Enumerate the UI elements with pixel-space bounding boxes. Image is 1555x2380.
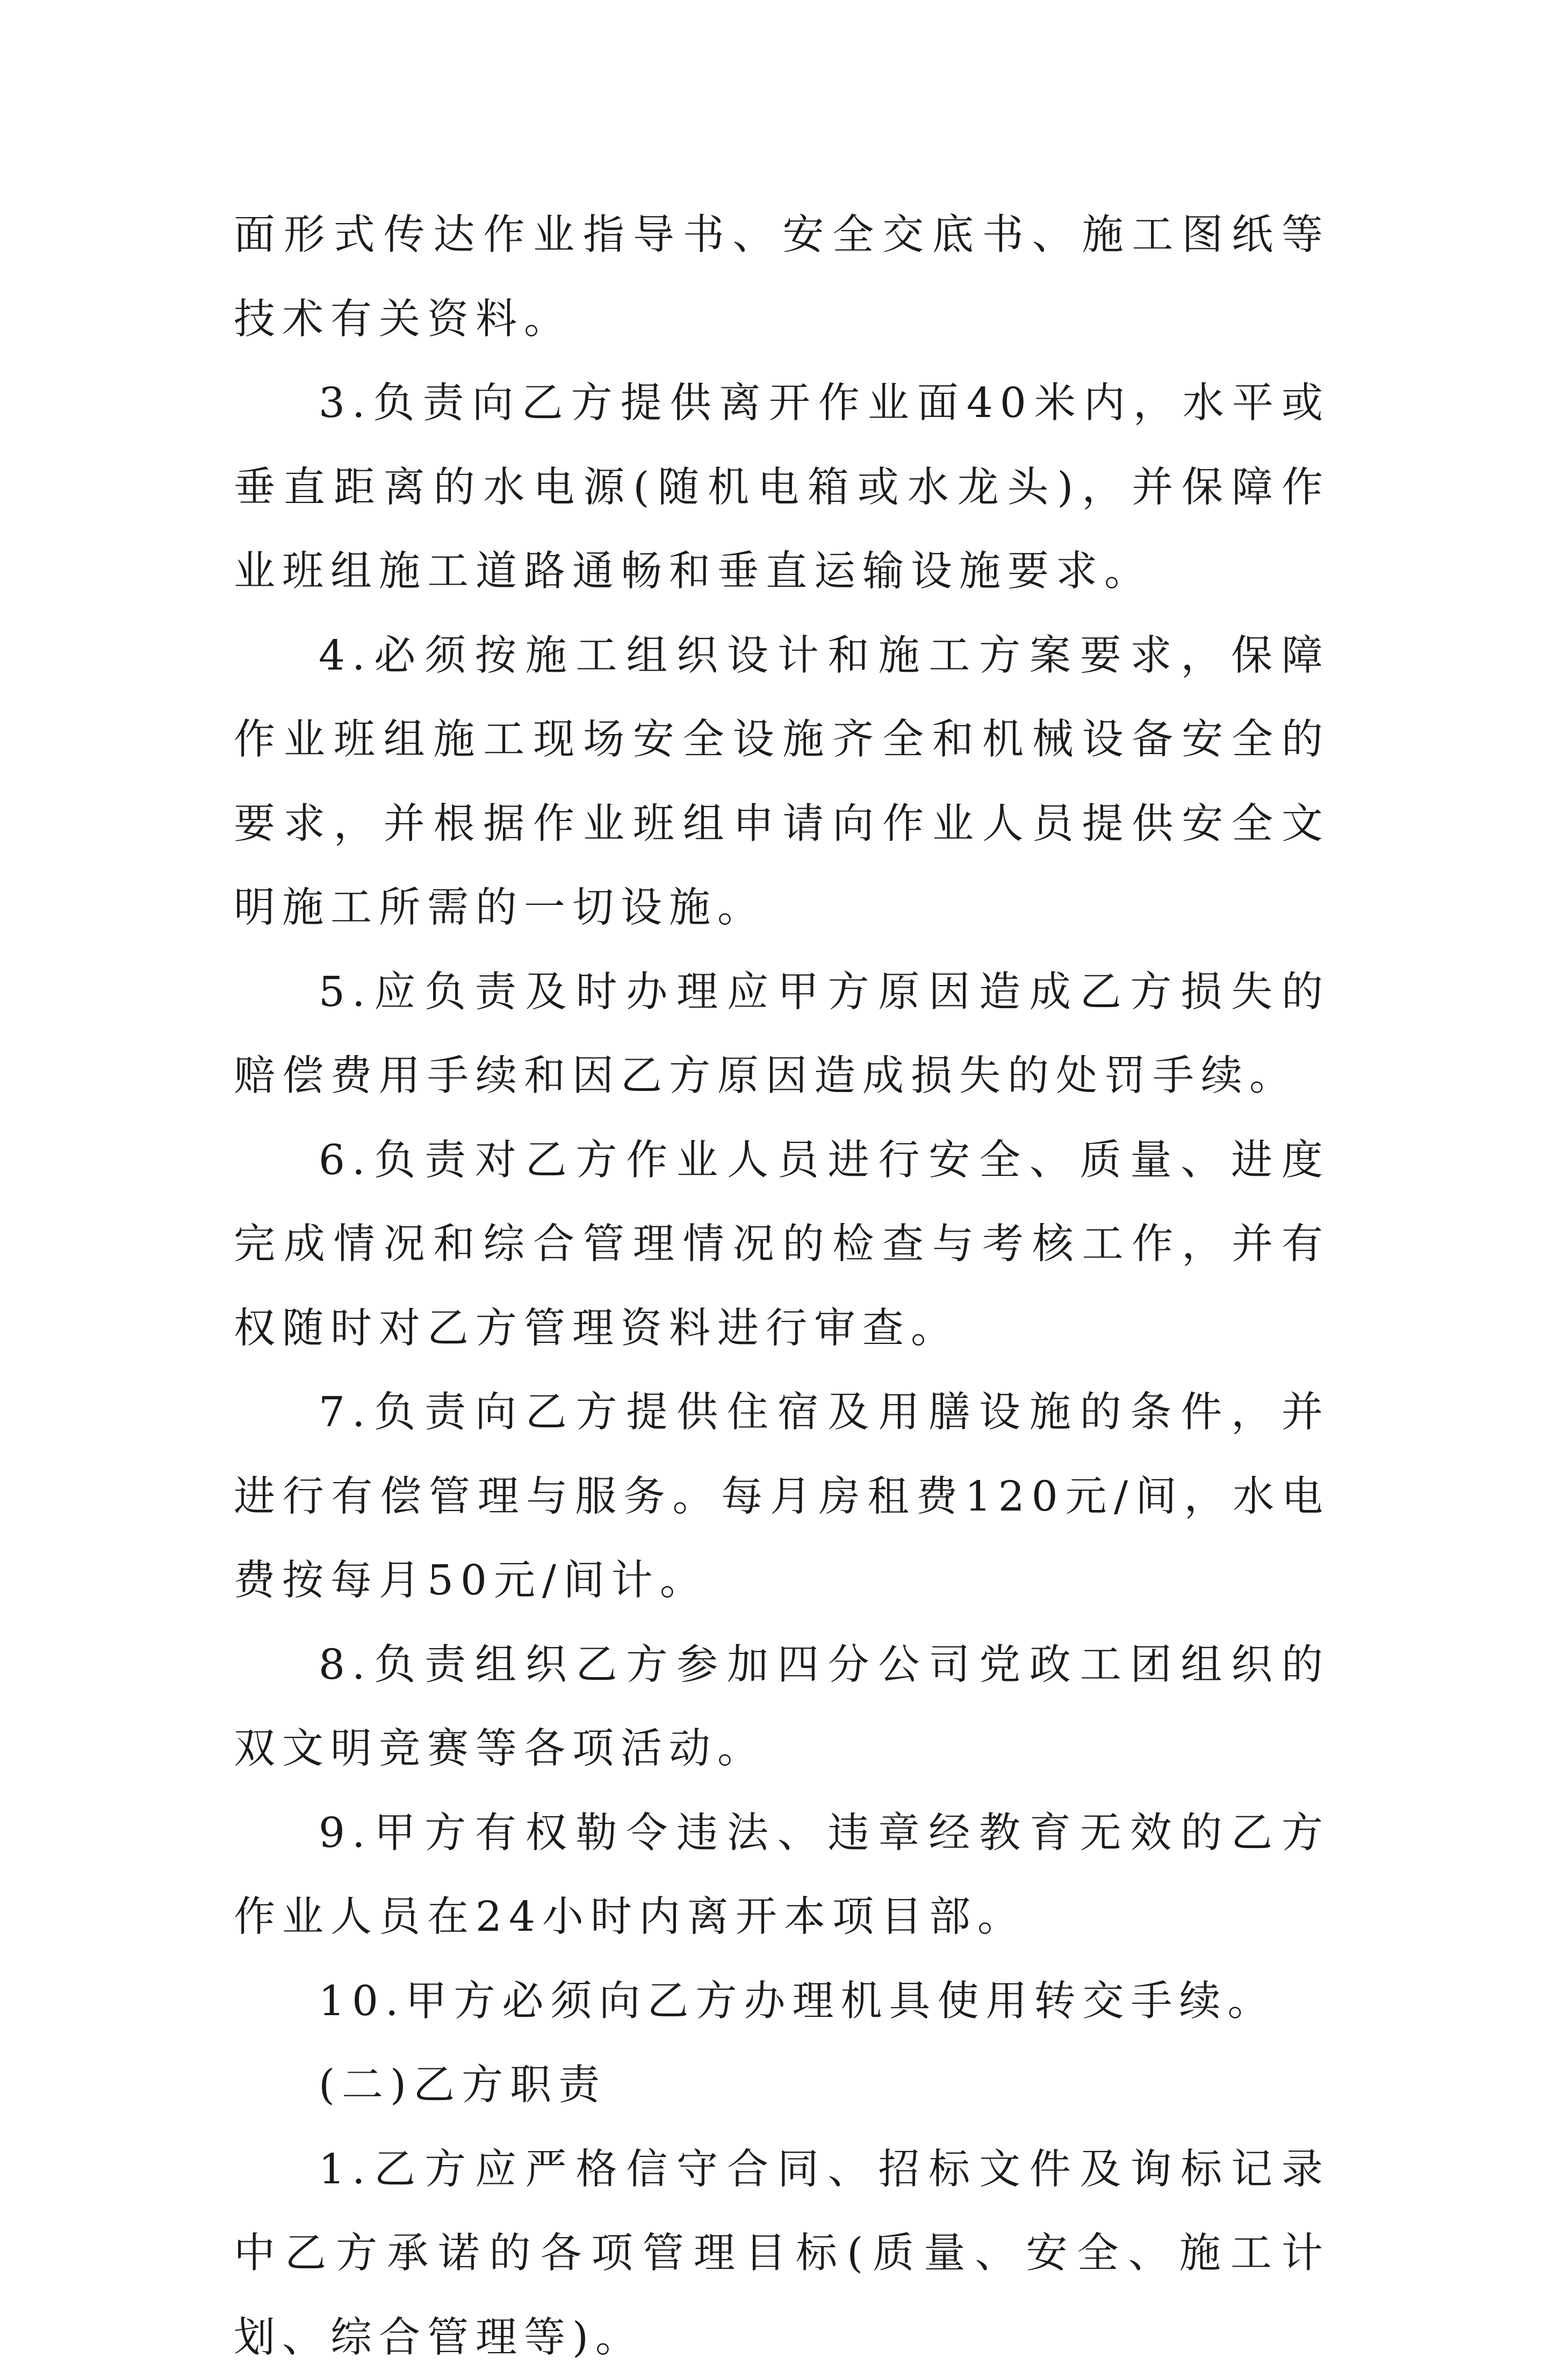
paragraph-item-7: 7.负责向乙方提供住宿及用膳设施的条件，并进行有偿管理与服务。每月房租费120元/间，水电费按每月50元/间计。 — [234, 1371, 1330, 1623]
paragraph-item-10: 10.甲方必须向乙方办理机具使用转交手续。 — [234, 1960, 1330, 2044]
document-body — [234, 193, 1330, 2380]
paragraph-item-6: 6.负责对乙方作业人员进行安全、质量、进度完成情况和综合管理情况的检查与考核工作，并有权随时对乙方管理资料进行审查。 — [234, 1119, 1330, 1371]
paragraph-continuation: 面形式传达作业指导书、安全交底书、施工图纸等技术有关资料。 — [234, 193, 1330, 362]
section-heading-party-b-duties: (二)乙方职责 — [234, 2044, 1330, 2128]
paragraph-item-4: 4.必须按施工组织设计和施工方案要求，保障作业班组施工现场安全设施齐全和机械设备安全的要求，并根据作业班组申请向作业人员提供安全文明施工所需的一切设施。 — [234, 614, 1330, 951]
paragraph-item-5: 5.应负责及时办理应甲方原因造成乙方损失的赔偿费用手续和因乙方原因造成损失的处罚手续。 — [234, 951, 1330, 1119]
paragraph-item-8: 8.负责组织乙方参加四分公司党政工团组织的双文明竞赛等各项活动。 — [234, 1623, 1330, 1792]
paragraph-item-9: 9.甲方有权勒令违法、违章经教育无效的乙方作业人员在24小时内离开本项目部。 — [234, 1792, 1330, 1960]
paragraph-party-b-item-1: 1.乙方应严格信守合同、招标文件及询标记录中乙方承诺的各项管理目标(质量、安全、施工计划、综合管理等)。 — [234, 2128, 1330, 2380]
paragraph-item-3: 3.负责向乙方提供离开作业面40米内，水平或垂直距离的水电源(随机电箱或水龙头)，并保障作业班组施工道路通畅和垂直运输设施要求。 — [234, 362, 1330, 614]
